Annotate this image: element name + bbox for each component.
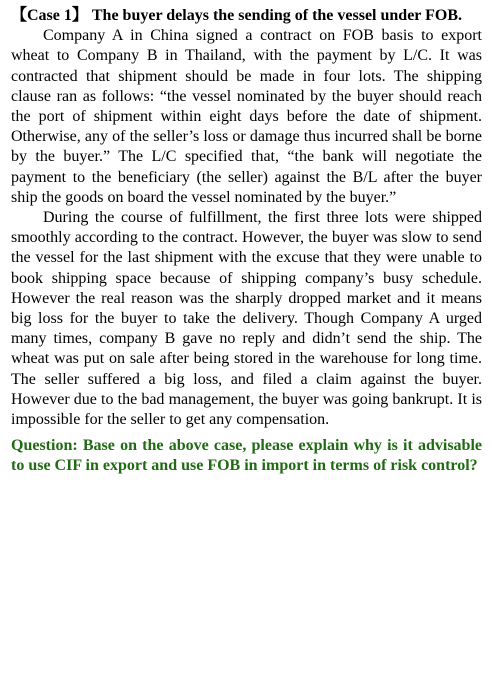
case-title: 【Case 1】 The buyer delays the sending of the vessel under FOB. xyxy=(11,7,462,24)
case-paragraph-2: During the course of fulfillment, the first three lots were shipped smoothly according to the contract. However, the buyer was slow to send the vessel for the last shipment with the excuse that they were unable to book shipping space because of shipping company’s busy schedule. However the real reason was the sharply dropped market and it means big loss for the buyer to take the delivery. Though Company A urged many times, company B gave no reply and didn’t send the ship. The wheat was put on sale after being stored in the warehouse for long time. The seller suffered a big loss, and filed a claim against the buyer. However due to the bad management, the buyer was going bankrupt. It is impossible for the seller to get any compensation. xyxy=(11,209,482,429)
case-question: Question: Base on the above case, please explain why is it advisable to use CIF in export and use FOB in import in terms of risk control? xyxy=(11,437,482,475)
case-paragraph-1: Company A in China signed a contract on FOB basis to export wheat to Company B in Thailand, with the payment by L/C. It was contracted that shipment should be made in four lots. The shipping clause ran as follows: “the vessel nominated by the buyer should reach the port of shipment within eight days before the date of shipment. Otherwise, any of the seller’s loss or damage thus incurred shall be borne by the buyer.” The L/C specified that, “the bank will negotiate the payment to the beneficiary (the seller) against the B/L after the buyer ship the goods on board the vessel nominated by the buyer.” xyxy=(11,27,482,206)
